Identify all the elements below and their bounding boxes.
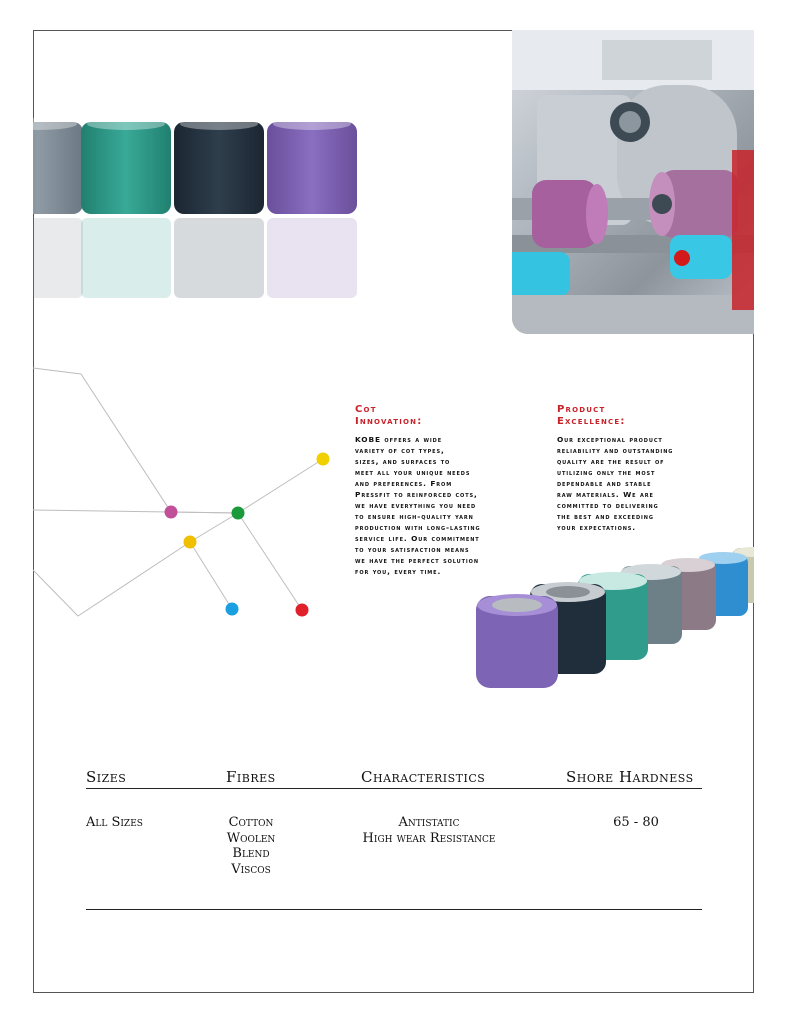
header-sizes: Sizes	[86, 768, 127, 786]
network-diagram	[33, 360, 353, 630]
cell-fibres: Cotton Woolen Blend Viscos	[226, 815, 276, 877]
heading-line: Innovation:	[355, 416, 423, 427]
header-shore-hardness: Shore Hardness	[566, 768, 694, 786]
node-magenta	[165, 506, 178, 519]
header-fibres: Fibres	[226, 768, 276, 786]
product-excellence-section	[557, 404, 737, 533]
spinning-machine-photo	[512, 30, 754, 334]
node-blue	[226, 603, 239, 616]
heading-line: Product	[557, 404, 606, 415]
heading-line: Cot	[355, 404, 377, 415]
section-body: KOBE offers a wide variety of cot types, sizes, and surfaces to meet all your unique needs and preferences. From Pressfit to reinforced cots, we have everything you need to ensure high-quality yarn production with long-lasting service life. Our commitment to your satisfaction means we have the perfect solution for you, every time.	[355, 435, 481, 576]
roller-purple	[267, 122, 357, 214]
cell-hardness: 65 - 80	[613, 815, 659, 830]
header-characteristics: Characteristics	[361, 768, 486, 786]
table-header	[86, 768, 702, 789]
node-red	[296, 604, 309, 617]
specifications-table	[86, 768, 702, 877]
cell-characteristics: Antistatic High wear Resistance	[362, 815, 496, 846]
cot-rollers-perspective-image	[470, 540, 754, 700]
reflection	[267, 218, 357, 298]
reflection	[81, 218, 171, 298]
node-yellow	[184, 536, 197, 549]
node-yellow	[317, 453, 330, 466]
node-green	[232, 507, 245, 520]
cot-rollers-row-image	[33, 100, 378, 310]
section-body: Our exceptional product reliability and outstanding quality are the result of utilizing only the most dependable and stable raw materials. We are committed to delivering the best and exceeding your expectations.	[557, 435, 674, 532]
cell-sizes: All Sizes	[86, 815, 143, 830]
reflection	[174, 218, 264, 298]
section-heading	[355, 404, 530, 428]
section-heading	[557, 404, 737, 428]
machine-illustration	[512, 30, 754, 334]
table-bottom-rule	[86, 909, 702, 910]
roller-teal	[81, 122, 171, 214]
rollers-illustration	[470, 540, 754, 700]
roller-navy	[174, 122, 264, 214]
heading-line: Excellence:	[557, 416, 626, 427]
reflection	[33, 218, 83, 298]
roller-grey	[33, 122, 83, 214]
